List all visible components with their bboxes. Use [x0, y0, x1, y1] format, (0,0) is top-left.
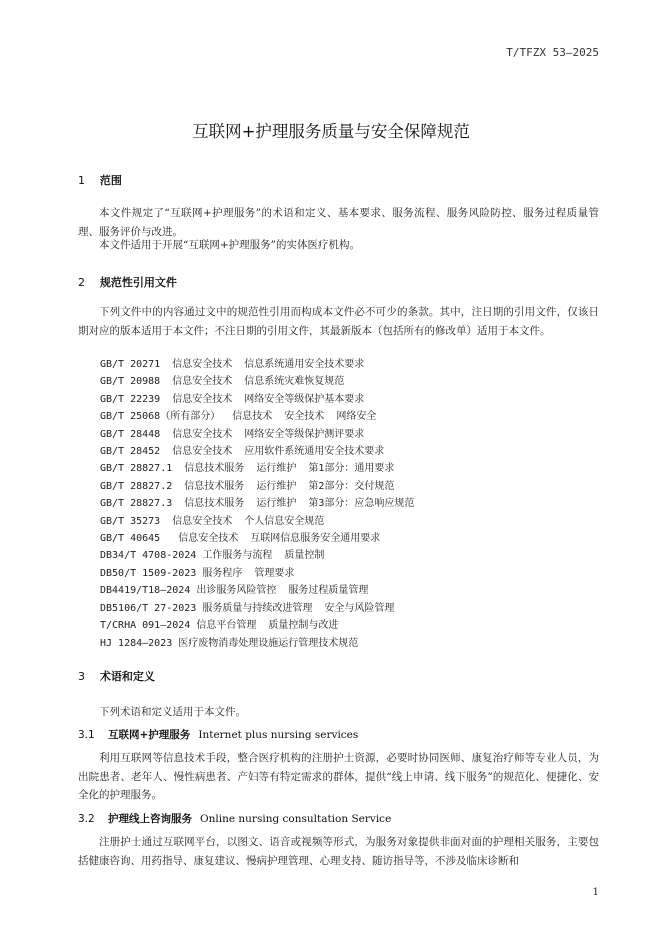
term-name-cn: 护理线上咨询服务 — [108, 813, 192, 825]
page-title: 互联网+护理服务质量与安全保障规范 — [192, 122, 470, 141]
term-name-cn: 互联网+护理服务 — [108, 729, 191, 741]
reference-item: GB/T 20988 信息安全技术 信息系统灾难恢复规范 — [100, 376, 345, 388]
section-title: 规范性引用文件 — [99, 276, 177, 289]
reference-item: GB/T 20271 信息安全技术 信息系统通用安全技术要求 — [100, 359, 365, 370]
section-number: 3 — [78, 670, 85, 683]
term-3-2-definition: 注册护士通过互联网平台，以图文、语音或视频等形式，为服务对象提供非面对面的护理相关服务，主要包括健康咨询、用药指导、康复建议、慢病护理管理、心理支持、随访指导等，不涉及临床诊断和 — [78, 836, 599, 867]
section-number: 2 — [78, 276, 85, 289]
reference-item: GB/T 25068（所有部分） 信息技术 安全技术 网络安全 — [100, 411, 377, 423]
references-intro: 下列文件中的内容通过文中的规范性引用而构成本文件必不可少的条款。其中，注日期的引用文件，仅该日期对应的版本适用于本文件；不注日期的引用文件，其最新版本（包括所有的修改单）适用于本文件。 — [78, 306, 599, 337]
scope-paragraph-1: 本文件规定了“互联网+护理服务”的术语和定义、基本要求、服务流程、服务风险防控、服务过程质量管理、服务评价与改进。 — [78, 207, 599, 238]
reference-item: DB50/T 1509-2023 服务程序 管理要求 — [100, 567, 295, 579]
reference-item: DB5106/T 27-2023 服务质量与持续改进管理 安全与风险管理 — [100, 602, 395, 614]
term-name-en: Internet plus nursing services — [198, 729, 359, 741]
reference-item: GB/T 28827.1 信息技术服务 运行维护 第1部分：通用要求 — [100, 463, 395, 475]
reference-item: GB/T 28452 信息安全技术 应用软件系统通用安全技术要求 — [100, 446, 385, 458]
reference-item: GB/T 28827.3 信息技术服务 运行维护 第3部分：应急响应规范 — [100, 498, 415, 510]
reference-item: DB34/T 4708-2024 工作服务与流程 质量控制 — [100, 550, 325, 562]
section-number: 1 — [78, 174, 85, 187]
term-3-2-heading — [78, 811, 391, 826]
page-number: 1 — [592, 886, 599, 898]
reference-item: HJ 1284—2023 医疗废物消毒处理设施运行管理技术规范 — [100, 637, 359, 649]
section-title: 范围 — [99, 174, 122, 187]
reference-item: GB/T 28448 信息安全技术 网络安全等级保护测评要求 — [100, 428, 365, 440]
reference-item: GB/T 28827.2 信息技术服务 运行维护 第2部分：交付规范 — [100, 480, 395, 492]
document-code: T/TFZX 53—2025 — [506, 46, 599, 59]
section-3-heading — [78, 668, 155, 684]
reference-item: GB/T 22239 信息安全技术 网络安全等级保护基本要求 — [100, 393, 365, 405]
term-3-1-heading — [78, 727, 358, 742]
term-3-1-definition: 利用互联网等信息技术手段，整合医疗机构的注册护士资源，必要时协同医师、康复治疗师等专业人员，为出院患者、老年人、慢性病患者、产妇等有特定需求的群体，提供“线上申请、线下服务”的规范化、便捷化、安全化的护理服务。 — [78, 752, 599, 801]
section-2-heading — [78, 274, 177, 290]
section-1-heading — [78, 172, 122, 188]
term-number: 3.1 — [78, 729, 95, 741]
term-name-en: Online nursing consultation Service — [200, 813, 392, 825]
reference-item: DB4419/T18—2024 出诊服务风险管控 服务过程质量管理 — [100, 585, 369, 597]
reference-item: GB/T 40645 信息安全技术 互联网信息服务安全通用要求 — [100, 533, 381, 545]
terms-intro: 下列术语和定义适用于本文件。 — [99, 706, 246, 718]
term-number: 3.2 — [78, 813, 95, 825]
reference-item: GB/T 35273 信息安全技术 个人信息安全规范 — [100, 515, 325, 527]
scope-paragraph-2: 本文件适用于开展“互联网+护理服务”的实体医疗机构。 — [99, 239, 361, 251]
reference-item: T/CRHA 091—2024 信息平台管理 质量控制与改进 — [100, 620, 339, 632]
section-title: 术语和定义 — [99, 670, 155, 683]
reference-list — [100, 356, 414, 652]
